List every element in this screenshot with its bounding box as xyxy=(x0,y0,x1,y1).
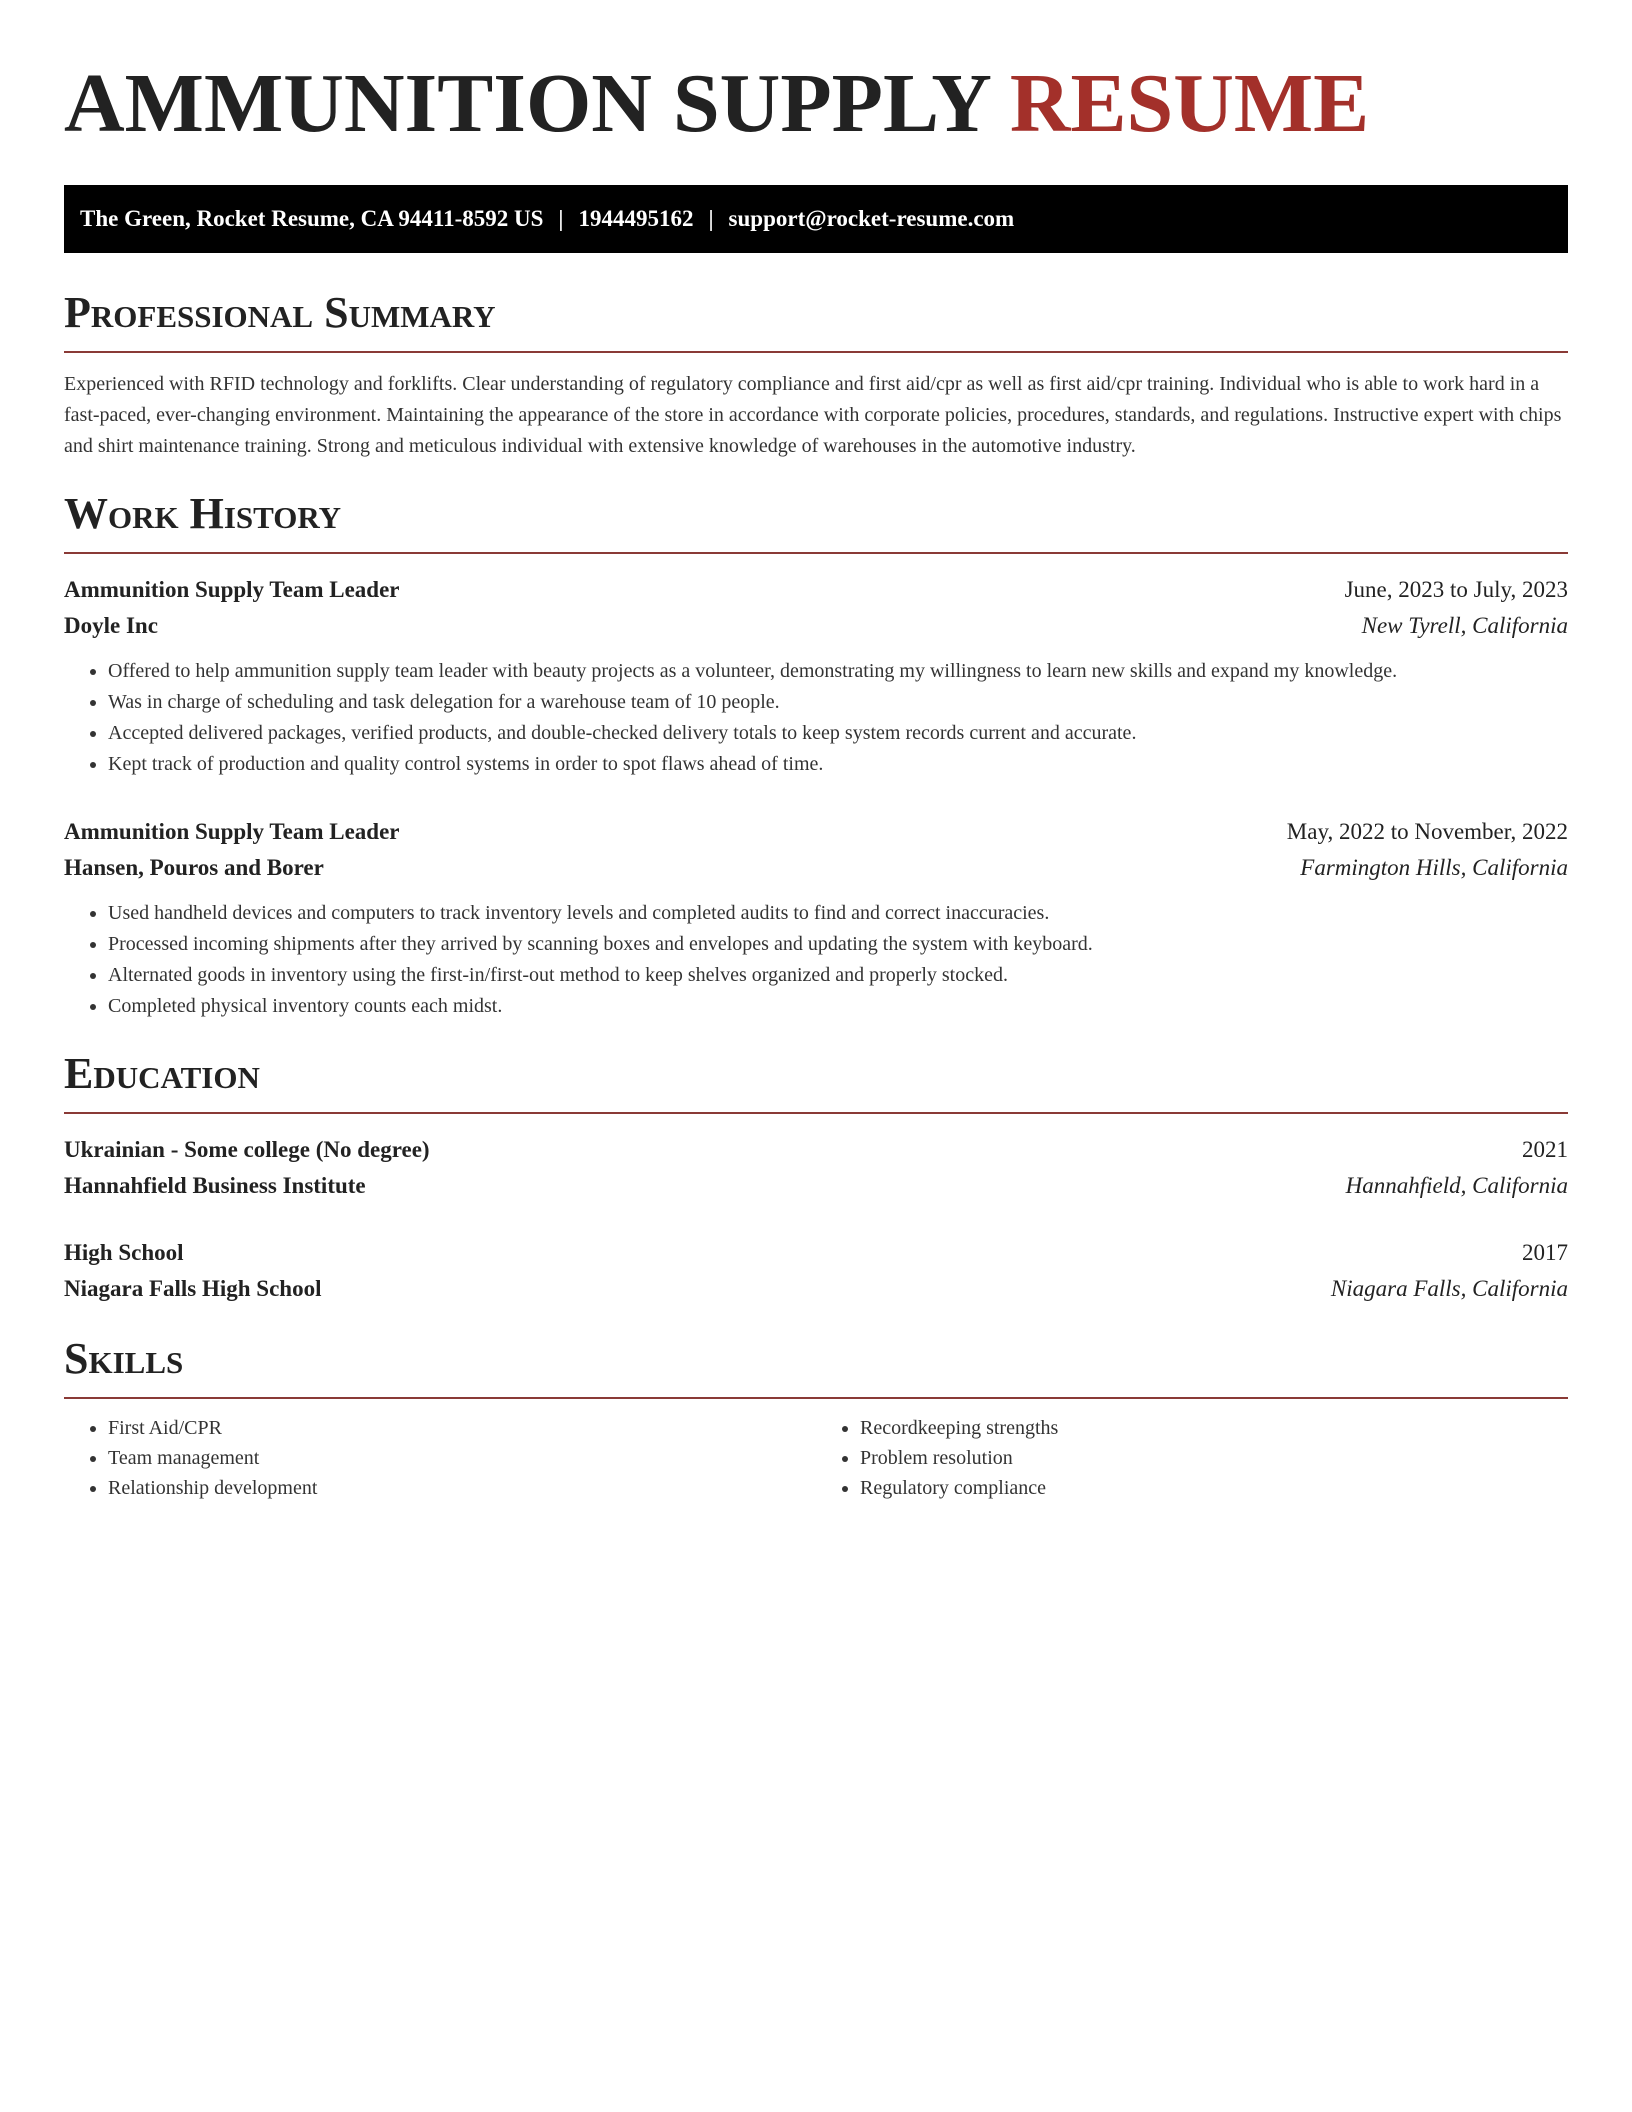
section-heading-education: Education xyxy=(64,1049,260,1098)
education-entry xyxy=(64,1235,1568,1307)
skills-columns xyxy=(64,1413,1568,1503)
job-dates: June, 2023 to July, 2023 xyxy=(1344,577,1568,602)
job-title: Ammunition Supply Team Leader xyxy=(64,819,400,844)
contact-bar xyxy=(64,185,1568,253)
skill-item: • Recordkeeping strengths xyxy=(860,1413,1568,1443)
education-school: Niagara Falls High School xyxy=(64,1276,322,1301)
section-heading-skills: Skills xyxy=(64,1334,184,1383)
education-entry xyxy=(64,1132,1568,1204)
job-bullet: • Kept track of production and quality control systems in order to spot flaws ahead of time. xyxy=(108,749,1568,780)
job-bullets xyxy=(64,656,1568,780)
summary-section xyxy=(64,287,1568,462)
job-title: Ammunition Supply Team Leader xyxy=(64,577,400,602)
education-degree: High School xyxy=(64,1240,184,1265)
skills-list-left xyxy=(64,1413,816,1503)
title-accent: RESUME xyxy=(1009,57,1370,150)
education-year: 2021 xyxy=(1522,1137,1568,1162)
job-bullet: • Processed incoming shipments after they arrived by scanning boxes and envelopes and updating the system with keyboard. xyxy=(108,929,1568,960)
section-divider xyxy=(64,351,1568,353)
education-section xyxy=(64,1048,1568,1307)
education-year: 2017 xyxy=(1522,1240,1568,1265)
contact-separator: | xyxy=(708,206,714,231)
job-location: Farmington Hills, California xyxy=(1300,855,1568,880)
contact-separator: | xyxy=(558,206,564,231)
section-divider xyxy=(64,1112,1568,1114)
skills-list-right xyxy=(816,1413,1568,1503)
education-location: Hannahfield, California xyxy=(1345,1173,1568,1198)
skill-item: • Problem resolution xyxy=(860,1443,1568,1473)
skill-item: • Regulatory compliance xyxy=(860,1473,1568,1503)
job-bullet: • Used handheld devices and computers to track inventory levels and completed audits to find and correct inaccuracies. xyxy=(108,898,1568,929)
job-bullet: • Offered to help ammunition supply team leader with beauty projects as a volunteer, demonstrating my willingness to learn new skills and expand my knowledge. xyxy=(108,656,1568,687)
job-bullet: • Completed physical inventory counts each midst. xyxy=(108,991,1568,1022)
title-main: AMMUNITION SUPPLY xyxy=(64,57,989,150)
job-location: New Tyrell, California xyxy=(1361,613,1568,638)
education-location: Niagara Falls, California xyxy=(1330,1276,1568,1301)
contact-email: support@rocket-resume.com xyxy=(728,206,1015,231)
job-bullets xyxy=(64,898,1568,1022)
resume-title xyxy=(64,0,1568,152)
job-bullet: • Alternated goods in inventory using the first-in/first-out method to keep shelves organized and properly stocked. xyxy=(108,960,1568,991)
section-divider xyxy=(64,1397,1568,1399)
skill-item: • First Aid/CPR xyxy=(108,1413,816,1443)
education-degree: Ukrainian - Some college (No degree) xyxy=(64,1137,430,1162)
contact-phone: 1944495162 xyxy=(578,206,694,231)
contact-address: The Green, Rocket Resume, CA 94411-8592 US xyxy=(80,206,544,231)
summary-text: Experienced with RFID technology and forklifts. Clear understanding of regulatory compliance and first aid/cpr as well as first aid/cpr training. Individual who is able to work hard in a fast-paced, ever-changing environment. Maintaining the appearance of the store in accordance with corporate policies, procedures, standards, and regulations. Instructive expert with chips and shirt maintenance training. Strong and meticulous individual with extensive knowledge of warehouses in the automotive industry. xyxy=(64,373,1562,457)
skill-item: • Relationship development xyxy=(108,1473,816,1503)
job-bullet: • Accepted delivered packages, verified products, and double-checked delivery totals to keep system records current and accurate. xyxy=(108,718,1568,749)
section-divider xyxy=(64,552,1568,554)
job-company: Hansen, Pouros and Borer xyxy=(64,855,324,880)
job-entry xyxy=(64,572,1568,780)
job-company: Doyle Inc xyxy=(64,613,158,638)
education-school: Hannahfield Business Institute xyxy=(64,1173,366,1198)
section-heading-summary: Professional Summary xyxy=(64,288,496,337)
job-entry xyxy=(64,814,1568,1022)
skills-section xyxy=(64,1333,1568,1503)
job-bullet: • Was in charge of scheduling and task delegation for a warehouse team of 10 people. xyxy=(108,687,1568,718)
work-history-section xyxy=(64,488,1568,1022)
job-dates: May, 2022 to November, 2022 xyxy=(1286,819,1568,844)
section-heading-work-history: Work History xyxy=(64,489,342,538)
skill-item: • Team management xyxy=(108,1443,816,1473)
